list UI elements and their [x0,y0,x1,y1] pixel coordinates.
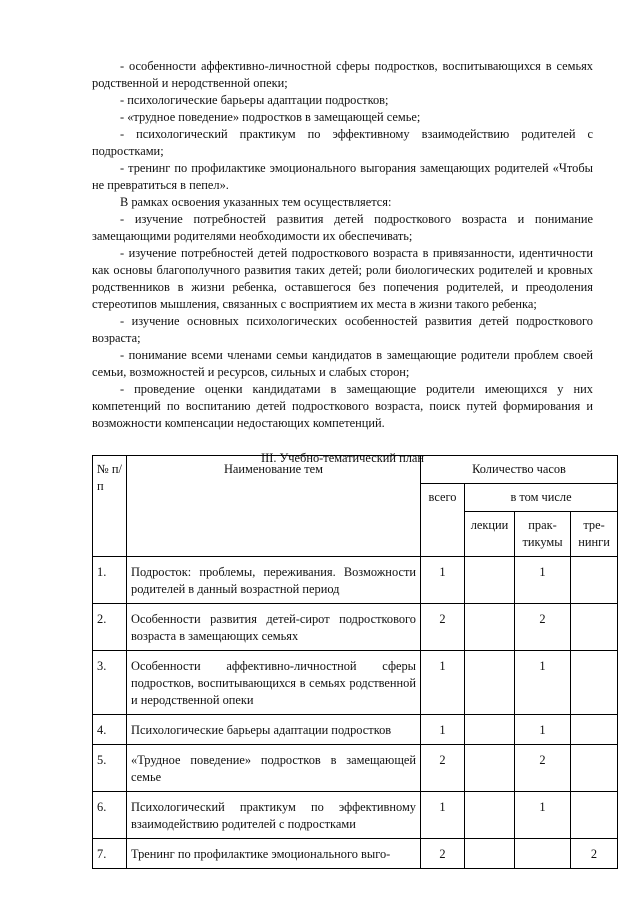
header-including: в том числе [465,484,618,512]
row-lectures [465,745,515,792]
row-trainings [571,651,618,715]
table-row [93,715,618,745]
table-row [93,745,618,792]
row-topic: «Трудное поведение» подростков в замещающей семье [127,745,421,792]
row-lectures [465,557,515,604]
paragraph: - тренинг по профилактике эмоционального выгорания замещающих родителей «Чтобы не превратиться в пепел». [92,161,593,192]
row-practicums: 1 [515,651,571,715]
row-topic: Психологический практикум по эффективному взаимодействию родителей с подростками [127,792,421,839]
paragraph: - психологический практикум по эффективному взаимодействию родителей с подростками; [92,127,593,158]
paragraph: - понимание всеми членами семьи кандидатов в замещающие родители проблем своей семьи, возможностей и ресурсов, сильных и слабых сторон; [92,348,593,379]
row-total: 1 [421,715,465,745]
row-total: 1 [421,557,465,604]
table-row [93,651,618,715]
paragraph: - изучение потребностей развития детей подросткового возраста и понимание замещающими родителями необходимости их обеспечивать; [92,212,593,243]
row-lectures [465,651,515,715]
header-practicums: прак-тикумы [515,512,571,557]
table-row [93,839,618,869]
header-lectures: лекции [465,512,515,557]
row-practicums: 2 [515,604,571,651]
row-trainings [571,557,618,604]
curriculum-table [92,455,618,869]
row-num: 4. [93,715,127,745]
row-total: 1 [421,792,465,839]
row-lectures [465,792,515,839]
paragraph: - особенности аффективно-личностной сферы подростков, воспитывающихся в семьях родственной и неродственной опеки; [92,59,593,90]
header-trainings: тре-нинги [571,512,618,557]
table-row [93,557,618,604]
paragraph: В рамках освоения указанных тем осуществляется: [120,195,392,209]
paragraph: - «трудное поведение» подростков в замещающей семье; [120,110,421,124]
paragraph: - изучение потребностей детей подросткового возраста в привязанности, идентичности как основы благополучного развития таких детей; роли биологических родителей и кровных родственников в жизни ребенка, оставшегося без попечения родителей, и преодоления стереотипов мышления, связанных с восприятием их места в жизни такого ребенка; [92,246,593,311]
row-practicums: 1 [515,557,571,604]
row-total: 2 [421,839,465,869]
row-trainings [571,745,618,792]
row-num: 5. [93,745,127,792]
table-row [93,792,618,839]
row-practicums [515,839,571,869]
row-num: 3. [93,651,127,715]
table-row [93,604,618,651]
row-topic: Подросток: проблемы, переживания. Возможности родителей в данный возрастной период [127,557,421,604]
row-num: 2. [93,604,127,651]
row-topic: Тренинг по профилактике эмоционального выго- [127,839,421,869]
header-total: всего [421,484,465,557]
section-title: III. Учебно-тематический план [260,451,425,465]
row-trainings: 2 [571,839,618,869]
header-hours: Количество часов [421,456,618,484]
row-practicums: 1 [515,715,571,745]
paragraph: - проведение оценки кандидатами в замещающие родители имеющихся у них компетенций по воспитанию детей подросткового возраста, поиск путей формирования и возможности компенсации недостающих компетенций. [92,382,593,430]
row-trainings [571,792,618,839]
row-lectures [465,604,515,651]
header-name: Наименование тем [127,456,421,557]
paragraph: - изучение основных психологических особенностей развития детей подросткового возраста; [92,314,593,345]
row-total: 1 [421,651,465,715]
row-total: 2 [421,745,465,792]
row-trainings [571,715,618,745]
row-lectures [465,839,515,869]
row-total: 2 [421,604,465,651]
header-num: № п/п [93,456,127,557]
paragraph: - психологические барьеры адаптации подростков; [120,93,389,107]
row-trainings [571,604,618,651]
row-practicums: 2 [515,745,571,792]
row-topic: Особенности развития детей-сирот подросткового возраста в замещающих семьях [127,604,421,651]
row-num: 7. [93,839,127,869]
row-num: 1. [93,557,127,604]
row-topic: Психологические барьеры адаптации подростков [127,715,421,745]
row-practicums: 1 [515,792,571,839]
row-lectures [465,715,515,745]
row-num: 6. [93,792,127,839]
document-body [92,58,593,482]
row-topic: Особенности аффективно-личностной сферы подростков, воспитывающихся в семьях родственной и неродственной опеки [127,651,421,715]
